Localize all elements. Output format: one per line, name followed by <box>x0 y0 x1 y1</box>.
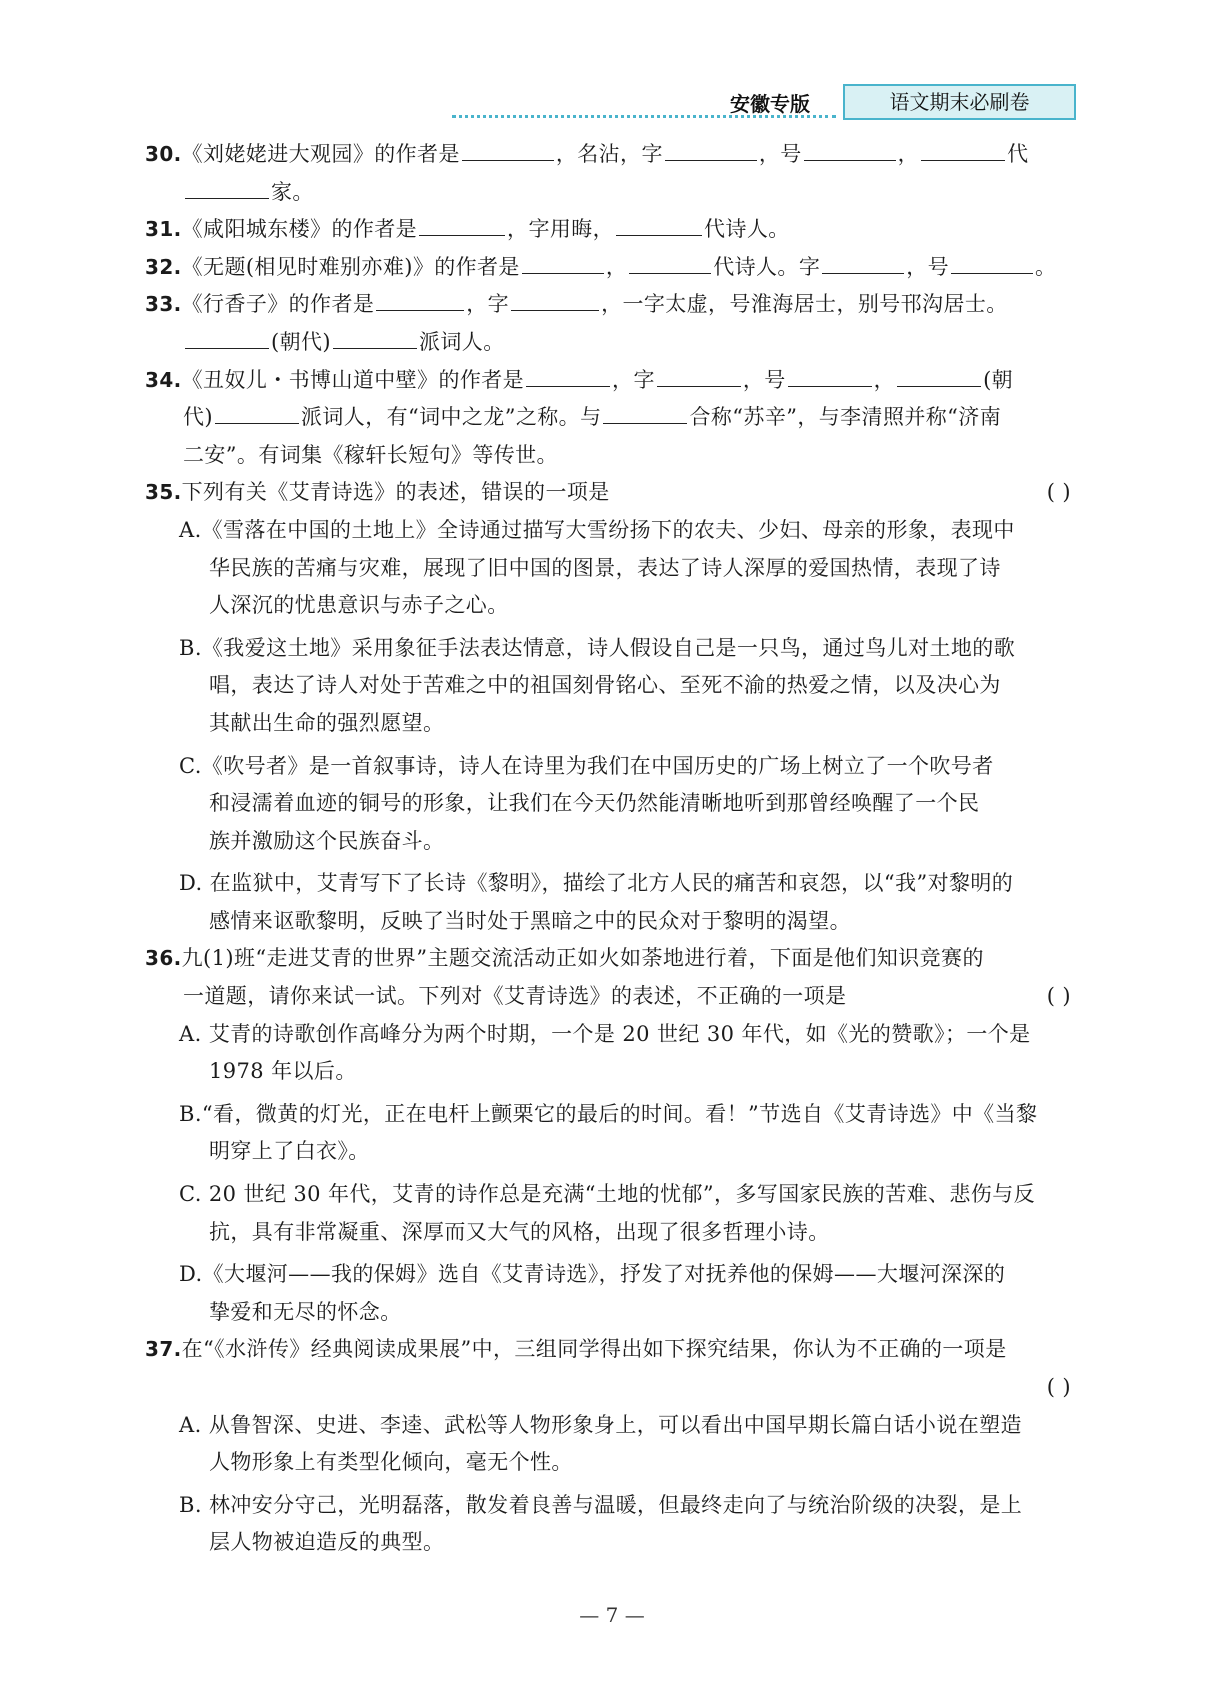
q35-option-a-cont: 华民族的苦痛与灾难，展现了旧中国的图景，表达了诗人深厚的爱国热情，表现了诗 <box>209 555 1001 580</box>
answer-blank[interactable] <box>788 364 872 387</box>
answer-blank[interactable] <box>376 288 464 311</box>
q30-number: 30. <box>145 142 182 166</box>
q34-text: ， <box>873 367 896 392</box>
q34-text: ，字 <box>612 367 655 392</box>
q33-line-2 <box>145 324 1081 362</box>
q33-text: 派词人。 <box>419 329 505 354</box>
q32-text: ， <box>605 254 628 279</box>
q36-option-c-cont: 抗，具有非常凝重、深厚而又大气的风格，出现了很多哲理小诗。 <box>209 1219 830 1244</box>
answer-blank[interactable] <box>333 326 417 349</box>
edition-label: 安徽专版 <box>730 92 810 116</box>
q37-paren-line <box>145 1369 1081 1407</box>
answer-parentheses[interactable]: ( ) <box>1046 984 1071 1009</box>
q37-option-b: B. 林冲安分守己，光明磊落，散发着良善与温暖，但最终走向了与统治阶级的决裂，是上 <box>179 1492 1023 1517</box>
q37-stem-line <box>145 1331 1081 1369</box>
answer-blank[interactable] <box>657 364 741 387</box>
q37-number: 37. <box>145 1337 182 1362</box>
q32-text: ，号 <box>906 254 950 279</box>
answer-blank[interactable] <box>185 326 269 349</box>
q30-line-1 <box>145 136 1081 174</box>
q35-option-c: C.《吹号者》是一首叙事诗，诗人在诗里为我们在中国历史的广场上树立了一个吹号者 <box>179 753 994 778</box>
q31-number: 31. <box>145 217 182 242</box>
answer-blank[interactable] <box>185 176 269 199</box>
answer-blank[interactable] <box>215 401 299 424</box>
q36-stem: 九(1)班“走进艾青的世界”主题交流活动正如火如荼地进行着，下面是他们知识竞赛的 <box>181 946 984 971</box>
q34-text: 《丑奴儿・书博山道中壁》的作者是 <box>181 367 525 392</box>
q35-option-c-cont: 和浸濡着血迹的铜号的形象，让我们在今天仍然能清晰地听到那曾经唤醒了一个民 <box>209 791 980 816</box>
q36-option-a: A. 艾青的诗歌创作高峰分为两个时期，一个是 20 世纪 30 年代，如《光的赞歌》；一个是 <box>179 1021 1031 1046</box>
answer-blank[interactable] <box>629 251 711 274</box>
q32-text: 代诗人。字 <box>713 254 821 279</box>
q33-text: (朝代) <box>271 329 331 354</box>
q30-text: 代 <box>1007 142 1029 166</box>
book-title-box: 语文期末必刷卷 <box>843 84 1076 120</box>
q36-stem: 一道题，请你来试一试。下列对《艾青诗选》的表述，不正确的一项是 <box>183 984 847 1009</box>
q31-text: 《咸阳城东楼》的作者是 <box>181 217 418 242</box>
answer-blank[interactable] <box>462 138 554 161</box>
q30-text: 《刘姥姥进大观园》的作者是 <box>181 142 460 166</box>
q30-text: ，号 <box>758 142 802 166</box>
answer-blank[interactable] <box>603 401 687 424</box>
answer-blank[interactable] <box>897 364 981 387</box>
answer-blank[interactable] <box>822 251 904 274</box>
q36-stem-line-1 <box>145 940 1081 978</box>
question-list <box>145 136 1081 1562</box>
q31-line <box>145 211 1081 249</box>
q33-text: 《行香子》的作者是 <box>181 292 375 317</box>
q32-text: 《无题(相见时难别亦难)》的作者是 <box>181 254 520 279</box>
q37-option-b-cont: 层人物被迫造反的典型。 <box>209 1530 445 1555</box>
q35-option-a: A.《雪落在中国的土地上》全诗通过描写大雪纷扬下的农夫、少妇、母亲的形象，表现中 <box>179 517 1015 542</box>
q32-number: 32. <box>145 254 182 279</box>
q31-text: 代诗人。 <box>704 217 790 242</box>
page-number: — 7 — <box>579 1603 645 1627</box>
q31-text: ，字用晦， <box>507 217 615 242</box>
q34-text: 派词人，有“词中之龙”之称。与 <box>301 405 602 430</box>
q35-option-a-cont: 人深沉的忧患意识与赤子之心。 <box>209 593 509 618</box>
page-header <box>0 82 1224 122</box>
answer-parentheses[interactable]: ( ) <box>1046 480 1071 505</box>
q35-option-b-cont: 唱，表达了诗人对处于苦难之中的祖国刻骨铭心、至死不渝的热爱之情，以及决心为 <box>209 673 1001 698</box>
q34-text: 代) <box>183 405 213 430</box>
q36-option-a-cont: 1978 年以后。 <box>209 1059 357 1084</box>
q36-option-b-cont: 明穿上了白衣》。 <box>209 1139 370 1164</box>
q33-line-1 <box>145 286 1081 324</box>
q34-text: 合称“苏辛”，与李清照并称“济南 <box>689 405 1002 430</box>
answer-blank[interactable] <box>522 251 604 274</box>
q36-number: 36. <box>145 946 182 971</box>
q34-number: 34. <box>145 367 182 392</box>
q35-stem-line <box>145 474 1081 512</box>
q32-text: 。 <box>1035 254 1057 279</box>
q35-option-d: D. 在监狱中，艾青写下了长诗《黎明》，描绘了北方人民的痛苦和哀怨，以“我”对黎明的 <box>179 871 1014 896</box>
answer-blank[interactable] <box>511 288 599 311</box>
q35-option-b-cont: 其献出生命的强烈愿望。 <box>209 710 445 735</box>
q35-option-d-cont: 感情来讴歌黎明，反映了当时处于黑暗之中的民众对于黎明的渴望。 <box>209 908 851 933</box>
q37-stem: 在“《水浒传》经典阅读成果展”中，三组同学得出如下探究结果，你认为不正确的一项是 <box>181 1337 1007 1362</box>
q34-text: 二安”。有词集《稼轩长短句》等传世。 <box>183 442 558 467</box>
answer-blank[interactable] <box>921 138 1005 161</box>
q36-option-b: B.“看，微黄的灯光，正在电杆上颤栗它的最后的时间。看！”节选自《艾青诗选》中《当黎 <box>179 1101 1038 1126</box>
q33-text: ，字 <box>466 292 510 317</box>
answer-blank[interactable] <box>665 138 757 161</box>
q36-option-d: D.《大堰河——我的保姆》选自《艾青诗选》，抒发了对抚养他的保姆——大堰河深深的 <box>179 1262 1006 1287</box>
answer-blank[interactable] <box>419 213 505 236</box>
q36-option-c: C. 20 世纪 30 年代，艾青的诗作总是充满“土地的忧郁”，多写国家民族的苦难、悲伤与反 <box>179 1182 1036 1207</box>
q30-text: ， <box>897 142 920 166</box>
q30-text: 家。 <box>271 179 314 204</box>
q30-line-2 <box>145 174 1081 212</box>
q36-option-d-cont: 挚爱和无尽的怀念。 <box>209 1299 402 1324</box>
q32-line <box>145 249 1081 287</box>
answer-blank[interactable] <box>951 251 1033 274</box>
q37-option-a: A. 从鲁智深、史进、李逵、武松等人物形象身上，可以看出中国早期长篇白话小说在塑造 <box>179 1412 1022 1437</box>
q37-option-a-cont: 人物形象上有类型化倾向，毫无个性。 <box>209 1450 573 1475</box>
answer-blank[interactable] <box>616 213 702 236</box>
q36-stem-line-2 <box>145 978 1081 1016</box>
q35-stem: 下列有关《艾青诗选》的表述，错误的一项是 <box>181 480 610 505</box>
q33-number: 33. <box>145 292 182 317</box>
q35-number: 35. <box>145 480 182 505</box>
q34-text: (朝 <box>983 367 1014 392</box>
answer-parentheses[interactable]: ( ) <box>1046 1375 1071 1399</box>
q34-text: ，号 <box>742 367 786 392</box>
answer-blank[interactable] <box>804 138 896 161</box>
q34-line-3 <box>145 437 1081 475</box>
answer-blank[interactable] <box>526 364 610 387</box>
q35-option-b: B.《我爱这土地》采用象征手法表达情意，诗人假设自己是一只鸟，通过鸟儿对土地的歌 <box>179 635 1016 660</box>
q34-line-2 <box>145 399 1081 437</box>
q33-text: ，一字太虚，号淮海居士，别号邗沟居士。 <box>601 292 1008 317</box>
q35-option-c-cont: 族并激励这个民族奋斗。 <box>209 828 445 853</box>
q34-line-1 <box>145 362 1081 400</box>
q30-text: ，名沾，字 <box>555 142 663 166</box>
